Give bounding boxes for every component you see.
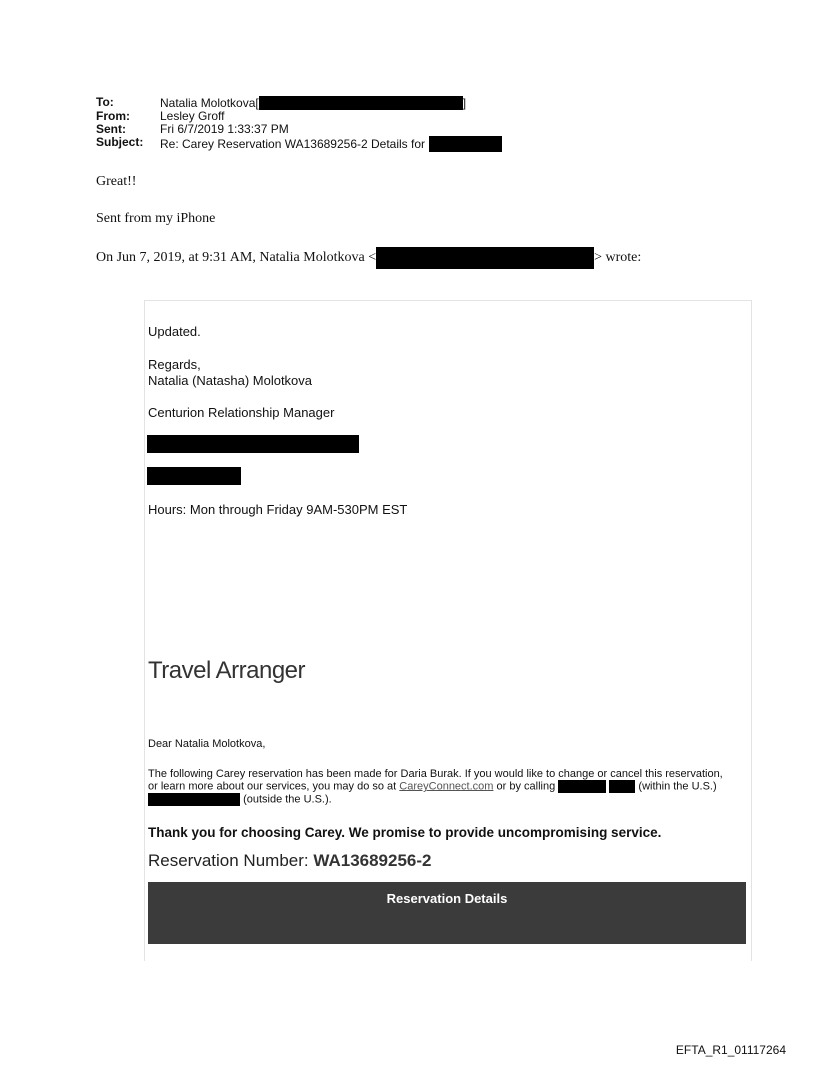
- reservation-number-label: Reservation Number:: [148, 851, 309, 870]
- redaction-block: [609, 780, 635, 793]
- sent-value: Fri 6/7/2019 1:33:37 PM: [160, 122, 289, 136]
- para-part1: The following Carey reservation has been made for Daria Burak. If you would like to change or cancel this reservation, or learn more about our services, you may do so at: [148, 768, 723, 793]
- from-row: [96, 110, 502, 123]
- redaction-block: [429, 136, 502, 152]
- quote-intro: [96, 247, 641, 269]
- document-id: EFTA_R1_01117264: [675, 1043, 786, 1057]
- reservation-details-title: Reservation Details: [386, 891, 508, 906]
- subject-value: Re: Carey Reservation WA13689256-2 Details for: [160, 136, 426, 151]
- signature-text: Sent from my iPhone: [96, 211, 216, 226]
- to-close: ]: [462, 95, 467, 110]
- redaction-block: [148, 793, 240, 806]
- to-value: Natalia Molotkova[: [160, 95, 259, 110]
- thank-you-text: Thank you for choosing Carey. We promise to provide uncompromising service.: [148, 825, 662, 840]
- reservation-number-value: WA13689256-2: [313, 851, 432, 870]
- redaction-block: [376, 247, 594, 269]
- outside-us-text: (outside the U.S.).: [243, 793, 332, 806]
- sent-row: [96, 123, 502, 136]
- email-header: [96, 96, 502, 152]
- carey-connect-link[interactable]: CareyConnect.com: [399, 780, 494, 793]
- updated-text: Updated.: [148, 324, 201, 339]
- to-label: To:: [96, 95, 114, 109]
- regards-text: Regards,: [148, 357, 201, 372]
- subject-row: [96, 136, 502, 152]
- sent-label: Sent:: [96, 122, 126, 136]
- reservation-details-banner: [148, 882, 746, 944]
- within-us-text: (within the U.S.): [638, 780, 717, 793]
- redaction-block: [147, 435, 359, 453]
- from-value: Lesley Groff: [160, 109, 225, 123]
- reservation-number-line: [148, 851, 432, 871]
- reservation-paragraph: [148, 768, 733, 806]
- to-row: [96, 96, 502, 110]
- redaction-block: [147, 467, 241, 485]
- sender-title: Centurion Relationship Manager: [148, 405, 335, 420]
- sender-name: Natalia (Natasha) Molotkova: [148, 373, 313, 388]
- dear-text: Dear Natalia Molotkova,: [148, 738, 266, 750]
- redaction-block: [558, 780, 606, 793]
- subject-label: Subject:: [96, 135, 144, 149]
- from-label: From:: [96, 109, 130, 123]
- redaction-block: [259, 96, 463, 110]
- quoted-message: [144, 300, 752, 961]
- quote-prefix: On Jun 7, 2019, at 9:31 AM, Natalia Molotkova <: [96, 250, 377, 265]
- hours-text: Hours: Mon through Friday 9AM-530PM EST: [148, 502, 408, 517]
- travel-arranger-heading: Travel Arranger: [148, 657, 306, 684]
- greeting-text: Great!!: [96, 174, 137, 189]
- quote-suffix: > wrote:: [594, 250, 642, 265]
- para-part2: or by calling: [496, 780, 556, 793]
